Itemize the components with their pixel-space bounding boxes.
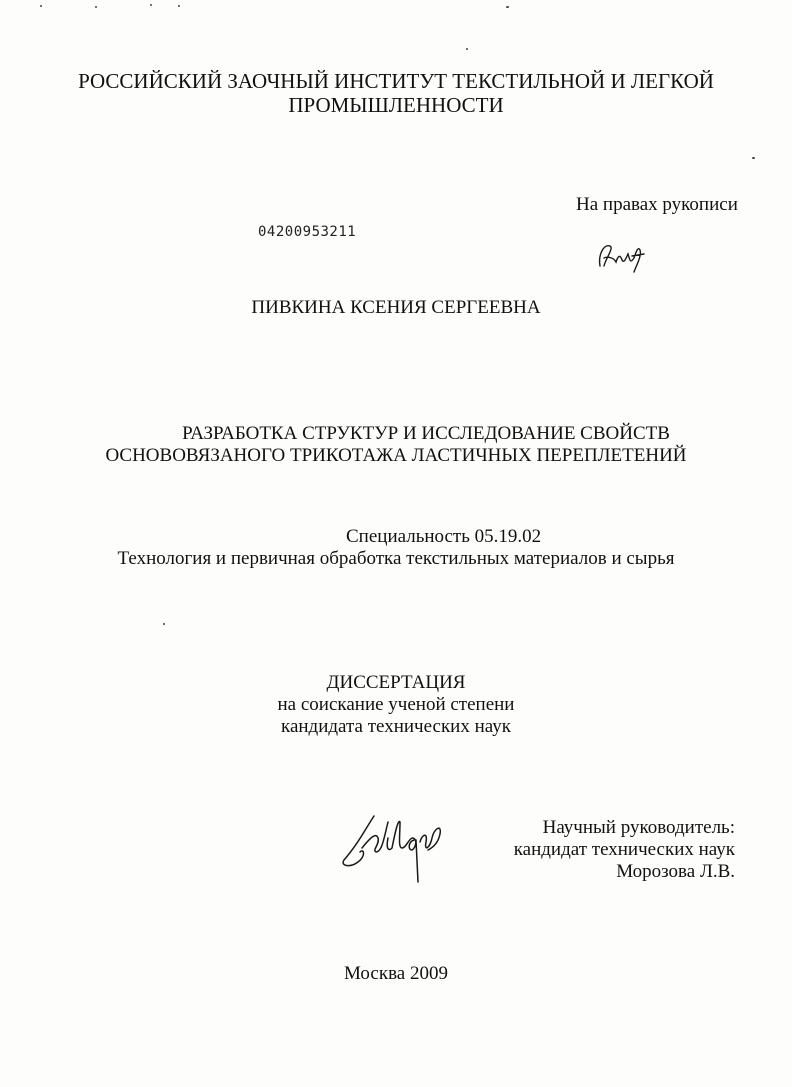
handwritten-mark	[596, 236, 656, 276]
thesis-title-line-1: РАЗРАБОТКА СТРУКТУР И ИССЛЕДОВАНИЕ СВОЙСТВ	[182, 423, 670, 444]
specialty-code: Специальность 05.19.02	[346, 526, 542, 547]
manuscript-note: На правах рукописи	[576, 194, 738, 215]
supervisor-name: Морозова Л.В.	[616, 861, 735, 882]
scan-speck	[163, 623, 165, 625]
institute-name-line-1: РОССИЙСКИЙ ЗАОЧНЫЙ ИНСТИТУТ ТЕКСТИЛЬНОЙ И ЛЕГКОЙ	[78, 69, 714, 93]
thesis-title-line-2: ОСНОВОВЯЗАНОГО ТРИКОТАЖА ЛАСТИЧНЫХ ПЕРЕПЛЕТЕНИЙ	[105, 445, 687, 466]
scan-speck	[40, 5, 42, 7]
dissertation-heading: ДИССЕРТАЦИЯ	[326, 672, 466, 693]
city-year: Москва 2009	[344, 963, 448, 984]
scan-speck	[95, 6, 97, 8]
scan-speck	[150, 4, 152, 6]
degree-line-1: на соискание ученой степени	[277, 694, 515, 715]
scan-speck	[466, 48, 468, 50]
author-name: ПИВКИНА КСЕНИЯ СЕРГЕЕВНА	[251, 297, 541, 318]
institute-name-line-2: ПРОМЫШЛЕННОСТИ	[288, 93, 504, 117]
supervisor-degree: кандидат технических наук	[513, 839, 735, 860]
archive-code: 04200953211	[258, 224, 357, 240]
scan-speck	[506, 6, 509, 8]
scan-speck	[752, 157, 755, 159]
supervisor-label: Научный руководитель:	[542, 817, 735, 838]
scan-speck	[178, 5, 180, 7]
degree-line-2: кандидата технических наук	[281, 716, 511, 737]
specialty-name: Технология и первичная обработка текстильных материалов и сырья	[117, 548, 675, 569]
